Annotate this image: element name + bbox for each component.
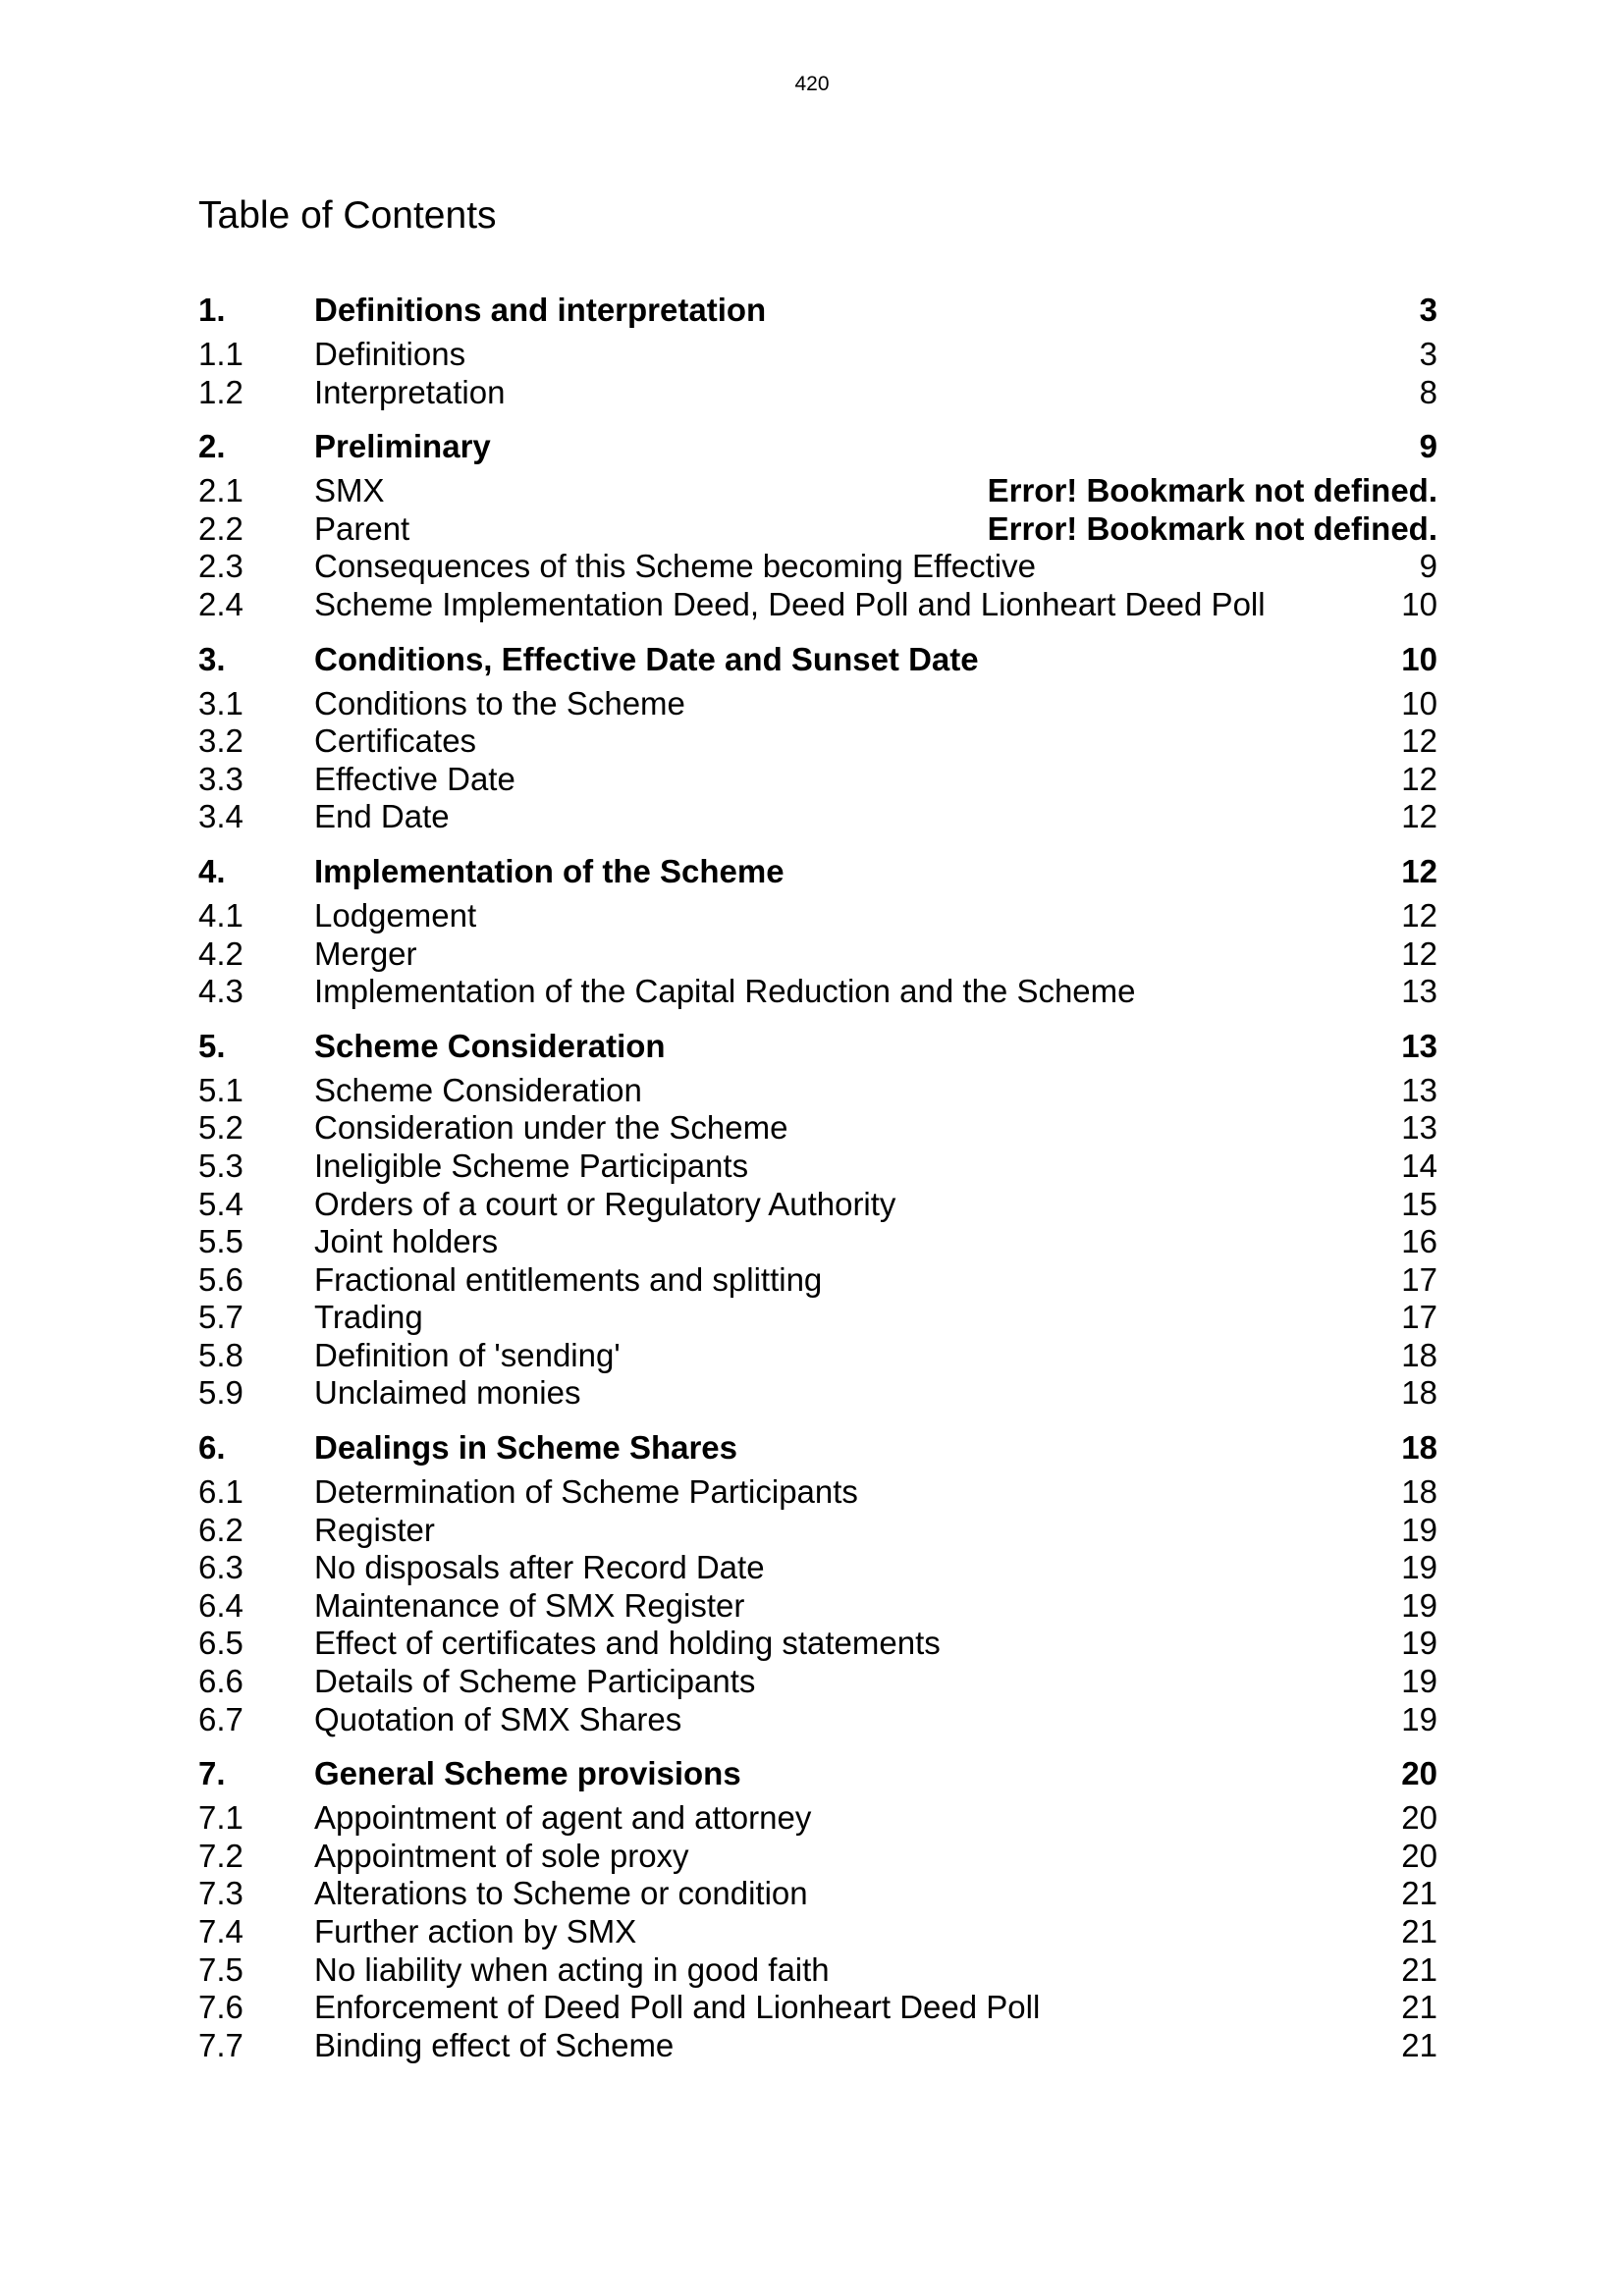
toc-entry-number: 6.3: [198, 1549, 244, 1586]
toc-entry-row[interactable]: [198, 374, 1437, 412]
toc-entry-number: 2.4: [198, 585, 244, 622]
toc-entry-number: 4.2: [198, 934, 244, 972]
toc-entry-number: 2.2: [198, 509, 244, 547]
toc-heading-label: Preliminary: [314, 428, 491, 465]
toc-heading-label: Conditions, Effective Date and Sunset Date: [314, 640, 979, 677]
toc-entry-number: 3.4: [198, 798, 244, 835]
toc-heading-label: Definitions and interpretation: [314, 292, 767, 328]
toc-heading-row[interactable]: [198, 1027, 1437, 1066]
toc-heading-row[interactable]: [198, 1428, 1437, 1468]
toc-entry-label: Certificates: [314, 722, 477, 760]
toc-entry-row[interactable]: [198, 1989, 1437, 2027]
toc-entry-page: 20: [1401, 1837, 1437, 1874]
toc-entry-page: 13: [1401, 973, 1437, 1010]
toc-entry-page: 10: [1401, 684, 1437, 721]
toc-entry-page: 10: [1401, 585, 1437, 622]
toc-entry-page: 18: [1401, 1374, 1437, 1412]
toc-entry-label: Maintenance of SMX Register: [314, 1586, 745, 1624]
toc-entry-label: Alterations to Scheme or condition: [314, 1875, 808, 1912]
toc-section: [198, 1428, 1437, 1738]
toc-section: [198, 427, 1437, 623]
toc-entry-page: 21: [1401, 1913, 1437, 1949]
toc-entry-label: Consideration under the Scheme: [314, 1109, 788, 1147]
toc-entry-row[interactable]: [198, 685, 1437, 723]
toc-heading-page: 18: [1401, 1429, 1437, 1467]
toc-entry-row[interactable]: [198, 586, 1437, 624]
toc-entry-label: Details of Scheme Participants: [314, 1663, 756, 1700]
toc-entry-number: 6.5: [198, 1625, 244, 1662]
toc-entry-number: 5.1: [198, 1071, 244, 1108]
toc-entry-number: 7.6: [198, 1989, 244, 2026]
toc-entry-number: 5.6: [198, 1260, 244, 1298]
toc-entry-row[interactable]: [198, 897, 1437, 935]
toc-entry-row[interactable]: [198, 2027, 1437, 2065]
toc-entry-row[interactable]: [198, 1299, 1437, 1337]
toc-entry-row[interactable]: [198, 1261, 1437, 1300]
toc-title: Table of Contents: [198, 194, 497, 237]
toc-heading-page: 9: [1419, 428, 1437, 465]
toc-entry-page: 21: [1401, 1875, 1437, 1912]
toc-entry-label: Appointment of sole proxy: [314, 1837, 689, 1874]
toc-entry-page: 19: [1401, 1511, 1437, 1548]
toc-entry-row[interactable]: [198, 1512, 1437, 1550]
toc-entry-row[interactable]: [198, 973, 1437, 1011]
toc-section: [198, 1754, 1437, 2064]
toc-entry-label: Effective Date: [314, 760, 515, 797]
toc-heading-number: 3.: [198, 640, 226, 677]
toc-entry-page: 19: [1401, 1625, 1437, 1662]
toc-entry-label: Conditions to the Scheme: [314, 684, 685, 721]
toc-entry-label: Scheme Consideration: [314, 1071, 642, 1108]
toc-entry-page: 19: [1401, 1700, 1437, 1737]
page-number: 420: [794, 73, 830, 95]
toc-entry-label: Merger: [314, 934, 417, 972]
toc-entry-page: Error! Bookmark not defined.: [987, 509, 1437, 547]
toc-entry-number: 4.3: [198, 973, 244, 1010]
toc-entry-number: 5.3: [198, 1147, 244, 1184]
toc-heading-label: Scheme Consideration: [314, 1027, 666, 1064]
toc-entry-number: 5.7: [198, 1299, 244, 1336]
toc-entry-number: 6.1: [198, 1473, 244, 1511]
toc-entry-number: 2.3: [198, 548, 244, 585]
toc-entry-number: 7.4: [198, 1913, 244, 1949]
toc-entry-page: 14: [1401, 1147, 1437, 1184]
toc-entry-label: Register: [314, 1511, 435, 1548]
toc-heading-page: 13: [1401, 1027, 1437, 1064]
toc-entry-number: 3.2: [198, 722, 244, 760]
toc-heading-number: 7.: [198, 1755, 226, 1792]
toc-entry-page: 12: [1401, 798, 1437, 835]
toc-entry-label: SMX: [314, 472, 385, 509]
toc-entry-row[interactable]: [198, 1701, 1437, 1739]
toc-entry-label: Implementation of the Capital Reduction and the Scheme: [314, 973, 1136, 1010]
toc-entry-row[interactable]: [198, 1587, 1437, 1626]
toc-entry-label: Joint holders: [314, 1223, 499, 1260]
toc-entry-label: Definitions: [314, 336, 466, 372]
toc-entry-label: Ineligible Scheme Participants: [314, 1147, 749, 1184]
toc-entry-row[interactable]: [198, 1473, 1437, 1512]
toc-entry-row[interactable]: [198, 510, 1437, 549]
toc-entry-row[interactable]: [198, 1148, 1437, 1186]
toc-heading-number: 1.: [198, 292, 226, 328]
toc-entry-label: Binding effect of Scheme: [314, 2026, 675, 2063]
toc-heading-number: 4.: [198, 852, 226, 889]
toc-entry-page: 9: [1419, 548, 1437, 585]
toc-heading-page: 20: [1401, 1755, 1437, 1792]
toc-heading-row[interactable]: [198, 852, 1437, 891]
toc-entry-number: 7.5: [198, 1950, 244, 1988]
toc-entry-number: 2.1: [198, 472, 244, 509]
toc-entry-number: 5.8: [198, 1336, 244, 1373]
toc-entry-row[interactable]: [198, 1549, 1437, 1587]
toc-entry-row[interactable]: [198, 472, 1437, 510]
toc-heading-page: 3: [1419, 292, 1437, 328]
toc-entry-page: 21: [1401, 1950, 1437, 1988]
toc-entry-row[interactable]: [198, 1374, 1437, 1413]
toc-entry-number: 7.2: [198, 1837, 244, 1874]
toc-section: [198, 291, 1437, 411]
toc-entry-page: 19: [1401, 1663, 1437, 1700]
toc-entry-label: Trading: [314, 1299, 423, 1336]
toc-entry-label: Further action by SMX: [314, 1913, 637, 1949]
toc-heading-page: 10: [1401, 640, 1437, 677]
toc-entry-number: 4.1: [198, 896, 244, 934]
toc-entry-label: No disposals after Record Date: [314, 1549, 765, 1586]
toc-entry-label: Unclaimed monies: [314, 1374, 581, 1412]
toc-entry-number: 1.1: [198, 336, 244, 372]
toc-entry-row[interactable]: [198, 761, 1437, 799]
toc-heading-number: 5.: [198, 1027, 226, 1064]
toc-entry-page: 19: [1401, 1549, 1437, 1586]
toc-entry-page: 15: [1401, 1185, 1437, 1222]
toc-entry-row[interactable]: [198, 1663, 1437, 1701]
toc-entry-label: Fractional entitlements and splitting: [314, 1260, 823, 1298]
toc-entry-page: 18: [1401, 1473, 1437, 1511]
toc-entry-row[interactable]: [198, 1951, 1437, 1990]
toc-heading-row[interactable]: [198, 640, 1437, 679]
toc-entry-page: 3: [1419, 336, 1437, 372]
toc-heading-label: Implementation of the Scheme: [314, 852, 785, 889]
toc-section: [198, 1027, 1437, 1413]
toc-entry-label: Orders of a court or Regulatory Authority: [314, 1185, 896, 1222]
toc-entry-row[interactable]: [198, 1337, 1437, 1375]
toc-entry-page: 21: [1401, 2026, 1437, 2063]
toc-entry-page: Error! Bookmark not defined.: [987, 472, 1437, 509]
toc-entry-row[interactable]: [198, 1223, 1437, 1261]
toc-heading-label: General Scheme provisions: [314, 1755, 741, 1792]
toc-entry-page: 20: [1401, 1799, 1437, 1837]
toc-heading-number: 2.: [198, 428, 226, 465]
toc-entry-label: Quotation of SMX Shares: [314, 1700, 682, 1737]
toc-entry-page: 12: [1401, 760, 1437, 797]
toc-entry-row[interactable]: [198, 548, 1437, 586]
toc-entry-page: 18: [1401, 1336, 1437, 1373]
toc-entry-page: 17: [1401, 1299, 1437, 1336]
toc-entry-label: Interpretation: [314, 373, 506, 410]
toc-entry-number: 7.1: [198, 1799, 244, 1837]
toc-entry-label: Definition of 'sending': [314, 1336, 621, 1373]
toc-entry-label: Determination of Scheme Participants: [314, 1473, 858, 1511]
toc-entry-page: 21: [1401, 1989, 1437, 2026]
toc-entry-number: 5.5: [198, 1223, 244, 1260]
toc-entry-number: 5.2: [198, 1109, 244, 1147]
toc-entry-label: Scheme Implementation Deed, Deed Poll and Lionheart Deed Poll: [314, 585, 1266, 622]
toc-entry-row[interactable]: [198, 722, 1437, 761]
toc-entry-number: 7.3: [198, 1875, 244, 1912]
toc-entry-page: 19: [1401, 1586, 1437, 1624]
table-of-contents: [198, 291, 1437, 2064]
toc-heading-row[interactable]: [198, 427, 1437, 466]
toc-entry-row[interactable]: [198, 1799, 1437, 1838]
toc-entry-number: 7.7: [198, 2026, 244, 2063]
toc-entry-label: Appointment of agent and attorney: [314, 1799, 812, 1837]
toc-heading-page: 12: [1401, 852, 1437, 889]
toc-entry-page: 12: [1401, 722, 1437, 760]
toc-entry-number: 6.7: [198, 1700, 244, 1737]
toc-entry-number: 1.2: [198, 373, 244, 410]
toc-entry-row[interactable]: [198, 1109, 1437, 1148]
toc-entry-number: 3.3: [198, 760, 244, 797]
toc-entry-row[interactable]: [198, 1625, 1437, 1663]
toc-entry-page: 8: [1419, 373, 1437, 410]
toc-entry-row[interactable]: [198, 798, 1437, 836]
toc-heading-number: 6.: [198, 1429, 226, 1467]
toc-entry-row[interactable]: [198, 336, 1437, 374]
toc-section: [198, 640, 1437, 836]
toc-entry-page: 17: [1401, 1260, 1437, 1298]
toc-entry-row[interactable]: [198, 1186, 1437, 1224]
toc-heading-label: Dealings in Scheme Shares: [314, 1429, 738, 1467]
toc-entry-label: Effect of certificates and holding statements: [314, 1625, 941, 1662]
toc-entry-label: No liability when acting in good faith: [314, 1950, 830, 1988]
toc-entry-number: 6.6: [198, 1663, 244, 1700]
toc-entry-row[interactable]: [198, 935, 1437, 974]
toc-entry-number: 3.1: [198, 684, 244, 721]
toc-entry-page: 12: [1401, 896, 1437, 934]
toc-entry-label: Enforcement of Deed Poll and Lionheart Deed Poll: [314, 1989, 1041, 2026]
toc-entry-number: 6.2: [198, 1511, 244, 1548]
toc-entry-row[interactable]: [198, 1072, 1437, 1110]
toc-entry-page: 13: [1401, 1109, 1437, 1147]
toc-entry-label: End Date: [314, 798, 450, 835]
toc-entry-number: 6.4: [198, 1586, 244, 1624]
toc-heading-row[interactable]: [198, 291, 1437, 330]
toc-heading-row[interactable]: [198, 1754, 1437, 1793]
toc-entry-page: 16: [1401, 1223, 1437, 1260]
toc-entry-number: 5.9: [198, 1374, 244, 1412]
toc-entry-label: Consequences of this Scheme becoming Effective: [314, 548, 1036, 585]
toc-entry-row[interactable]: [198, 1875, 1437, 1913]
toc-entry-page: 12: [1401, 934, 1437, 972]
toc-entry-number: 5.4: [198, 1185, 244, 1222]
toc-entry-page: 13: [1401, 1071, 1437, 1108]
toc-entry-row[interactable]: [198, 1913, 1437, 1951]
toc-entry-row[interactable]: [198, 1838, 1437, 1876]
toc-entry-label: Lodgement: [314, 896, 477, 934]
toc-entry-label: Parent: [314, 509, 410, 547]
toc-section: [198, 852, 1437, 1011]
